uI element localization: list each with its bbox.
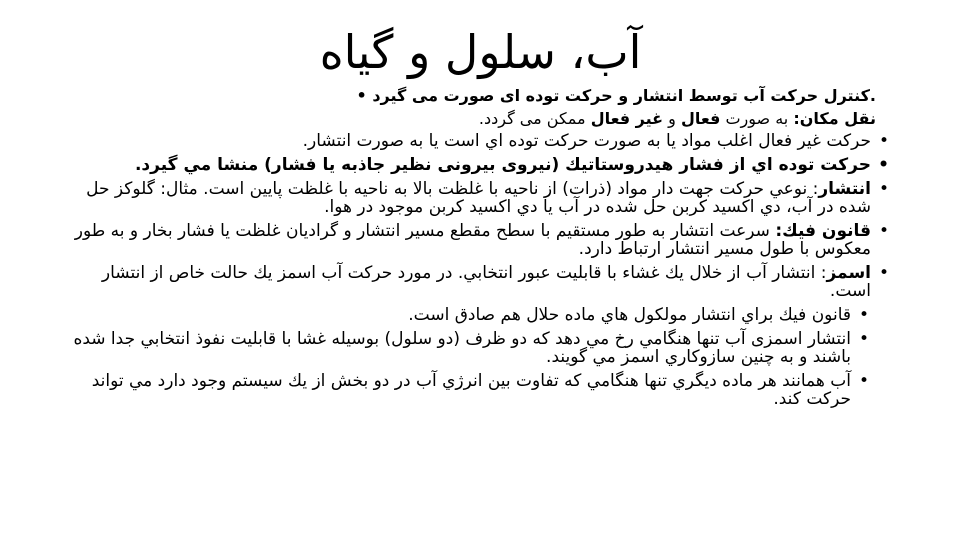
bullet-text: انتشار اسمزی آب تنها هنگامي رخ مي دهد كه دو ظرف (دو سلول) بوسيله غشا با قابليت نفوذ انتخابي جدا شده باشند و به چنين سازوكاري اسمز مي گويند. — [73, 329, 851, 367]
bullet-item — [60, 372, 901, 408]
bullet-marker: • — [858, 371, 869, 391]
bullet-marker: • — [878, 155, 889, 175]
bullet-marker: • — [858, 305, 869, 325]
bullet-text: حركت غير فعال اغلب مواد يا به صورت حركت توده اي است يا به صورت انتشار. — [302, 131, 871, 151]
bullet-marker: • — [878, 263, 889, 283]
intro-bold-2: غیر فعال — [590, 109, 664, 128]
intro-text-3: ممکن می گردد. — [478, 109, 591, 128]
bullet-marker: • — [878, 221, 889, 241]
bullet-marker: • — [878, 179, 889, 199]
bullet-item — [60, 330, 901, 366]
bullet-label: اسمز — [826, 263, 871, 283]
slide-title: آب، سلول و گیاه — [319, 25, 642, 79]
bullet-label: قانون فيك: — [775, 221, 871, 241]
slide-body — [60, 86, 901, 414]
bullet-text: قانون فيك براي انتشار مولكول هاي ماده حلال هم صادق است. — [408, 305, 851, 325]
intro-bold-1: فعال — [681, 109, 721, 128]
bullet-item — [60, 156, 901, 174]
bullet-text: آب همانند هر ماده ديگري تنها هنگامي كه تفاوت بين انرژي آب در دو بخش از يك سيستم وجود دارد مي تواند حركت كند. — [91, 371, 851, 409]
bullet-item — [60, 222, 901, 258]
bullet-item — [60, 264, 901, 300]
intro-text-1: به صورت — [720, 109, 794, 128]
intro-label: نقل مكان: — [793, 109, 876, 128]
bullet-text: حركت توده اي از فشار هيدروستاتيك (نيروی بيرونی نظير جاذبه يا فشار) منشا مي گيرد. — [134, 155, 871, 175]
bullet-text: سرعت انتشار به طور مستقيم با سطح مقطع مسير انتشار و گراديان غلظت يا فشار بخار و به طور معكوس با طول مسير انتشار ارتباط دارد. — [74, 221, 871, 259]
intro-line-1: .کنترل حرکت آب توسط انتشار و حرکت توده ای صورت می گیرد • — [356, 86, 876, 105]
bullet-item — [60, 306, 901, 324]
intro-text-2: و — [663, 109, 681, 128]
bullet-text: : انتشار آب از خلال يك غشاء با قابليت عبور انتخابي. در مورد حركت آب اسمز يك حالت خاص از انتشار است. — [101, 263, 871, 301]
bullet-item — [60, 132, 901, 150]
intro-line-2 — [60, 109, 876, 129]
bullet-list — [60, 132, 901, 408]
bullet-marker: • — [858, 329, 869, 349]
bullet-label: انتشار — [818, 179, 871, 199]
bullet-marker: • — [878, 131, 889, 151]
bullet-text: : نوعي حركت جهت دار مواد (ذرات) از ناحيه با غلظت بالا به ناحيه با غلظت پايين است. مثال: گلوكز حل شده در آب، دي اكسيد كربن حل شده در آب يا دي اكسيد كربن موجود در هوا. — [86, 179, 871, 217]
bullet-item — [60, 180, 901, 216]
